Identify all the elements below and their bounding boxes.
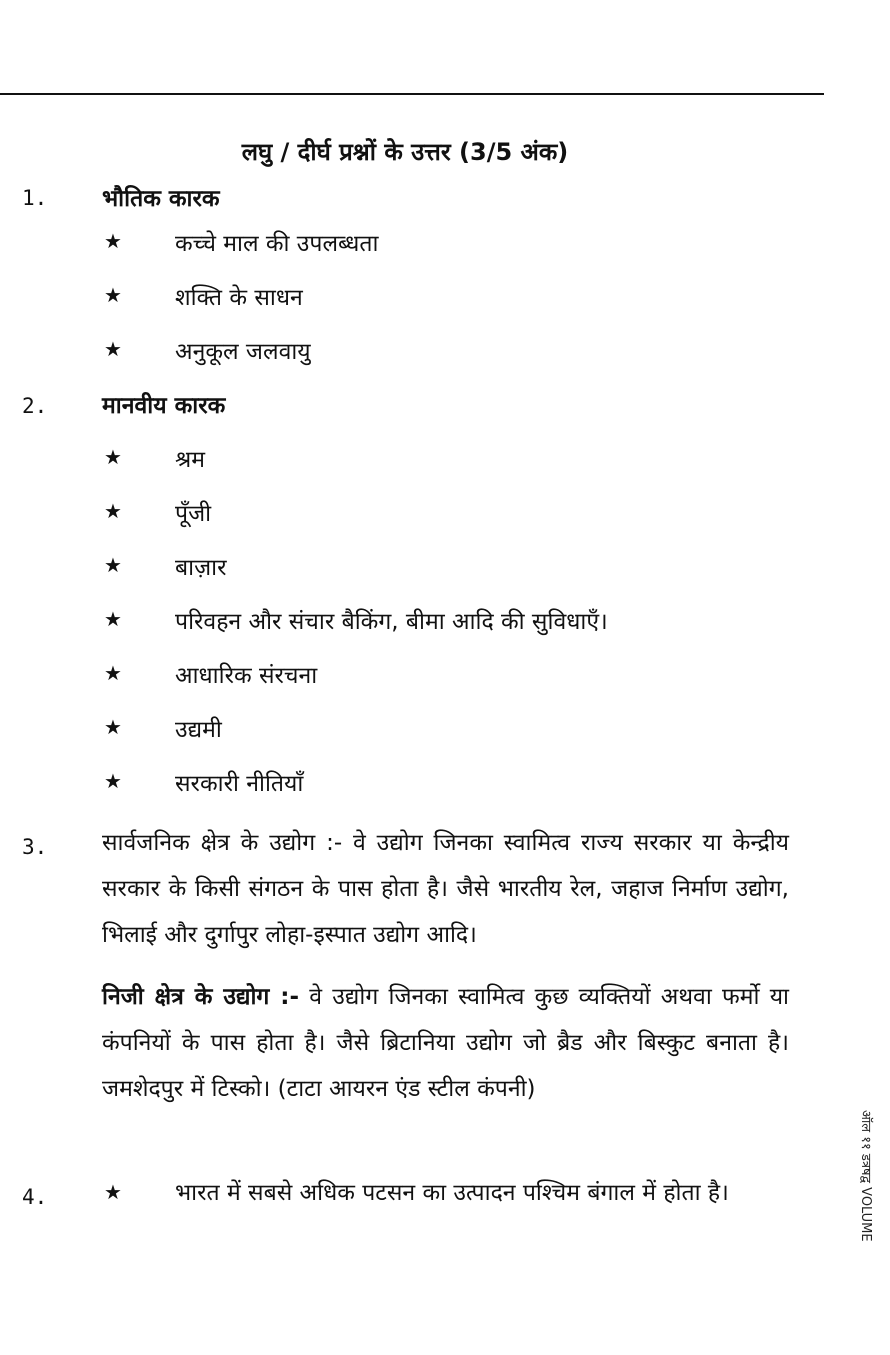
list-item: सरकारी नीतियाँ bbox=[175, 771, 304, 797]
list-item: अनुकूल जलवायु bbox=[175, 339, 311, 365]
jute-answer-text: भारत में सबसे अधिक पटसन का उत्पादन पश्चिम बंगाल में होता है। bbox=[175, 1180, 729, 1206]
star-bullet-icon: ★ bbox=[104, 445, 122, 469]
star-bullet-icon: ★ bbox=[104, 337, 122, 361]
section-title: मानवीय कारक bbox=[102, 393, 226, 419]
list-item: उद्यमी bbox=[175, 717, 222, 743]
top-rule bbox=[0, 93, 824, 95]
list-item: आधारिक संरचना bbox=[175, 663, 318, 689]
answer-number: 4. bbox=[22, 1185, 48, 1209]
list-item: कच्चे माल की उपलब्धता bbox=[175, 231, 379, 257]
page-heading: लघु / दीर्घ प्रश्नों के उत्तर (3/5 अंक) bbox=[241, 138, 569, 166]
section-number: 2. bbox=[22, 394, 48, 418]
star-bullet-icon: ★ bbox=[104, 1180, 122, 1204]
star-bullet-icon: ★ bbox=[104, 661, 122, 685]
public-sector-paragraph bbox=[102, 820, 789, 958]
section-title: भौतिक कारक bbox=[102, 186, 220, 212]
star-bullet-icon: ★ bbox=[104, 229, 122, 253]
list-item: शक्ति के साधन bbox=[175, 285, 303, 311]
list-item: श्रम bbox=[175, 447, 206, 473]
star-bullet-icon: ★ bbox=[104, 499, 122, 523]
star-bullet-icon: ★ bbox=[104, 607, 122, 631]
public-sector-label: सार्वजनिक क्षेत्र के उद्योग :- bbox=[102, 830, 343, 856]
star-bullet-icon: ★ bbox=[104, 553, 122, 577]
private-sector-text: वे उद्योग जिनका स्वामित्व कुछ व्यक्तियों अथवा फर्मो या कंपनियों के पास होता है। जैसे ब्रिटानिया उद्योग जो ब्रैड और बिस्कुट बनाता है। जमशेदपुर में टिस्को। (टाटा आयरन एंड स्टील कंपनी) bbox=[102, 984, 789, 1102]
public-sector-text: वे उद्योग जिनका स्वामित्व राज्य सरकार या केन्द्रीय सरकार के किसी संगठन के पास होता है। जैसे भारतीय रेल, जहाज निर्माण उद्योग, भिलाई और दुर्गापुर लोहा-इस्पात उद्योग आदि। bbox=[102, 830, 789, 948]
section-number: 1. bbox=[22, 186, 48, 210]
private-sector-paragraph bbox=[102, 974, 789, 1112]
side-margin-note: ऑल ११ डत्रषद्व VOLUME bbox=[858, 1110, 873, 1242]
list-item: बाज़ार bbox=[175, 555, 227, 581]
star-bullet-icon: ★ bbox=[104, 283, 122, 307]
list-item: पूँजी bbox=[175, 501, 212, 527]
star-bullet-icon: ★ bbox=[104, 769, 122, 793]
private-sector-label: निजी क्षेत्र के उद्योग :- bbox=[102, 984, 300, 1010]
answer-number: 3. bbox=[22, 835, 48, 859]
list-item: परिवहन और संचार बैकिंग, बीमा आदि की सुविधाएँ। bbox=[175, 609, 608, 635]
star-bullet-icon: ★ bbox=[104, 715, 122, 739]
